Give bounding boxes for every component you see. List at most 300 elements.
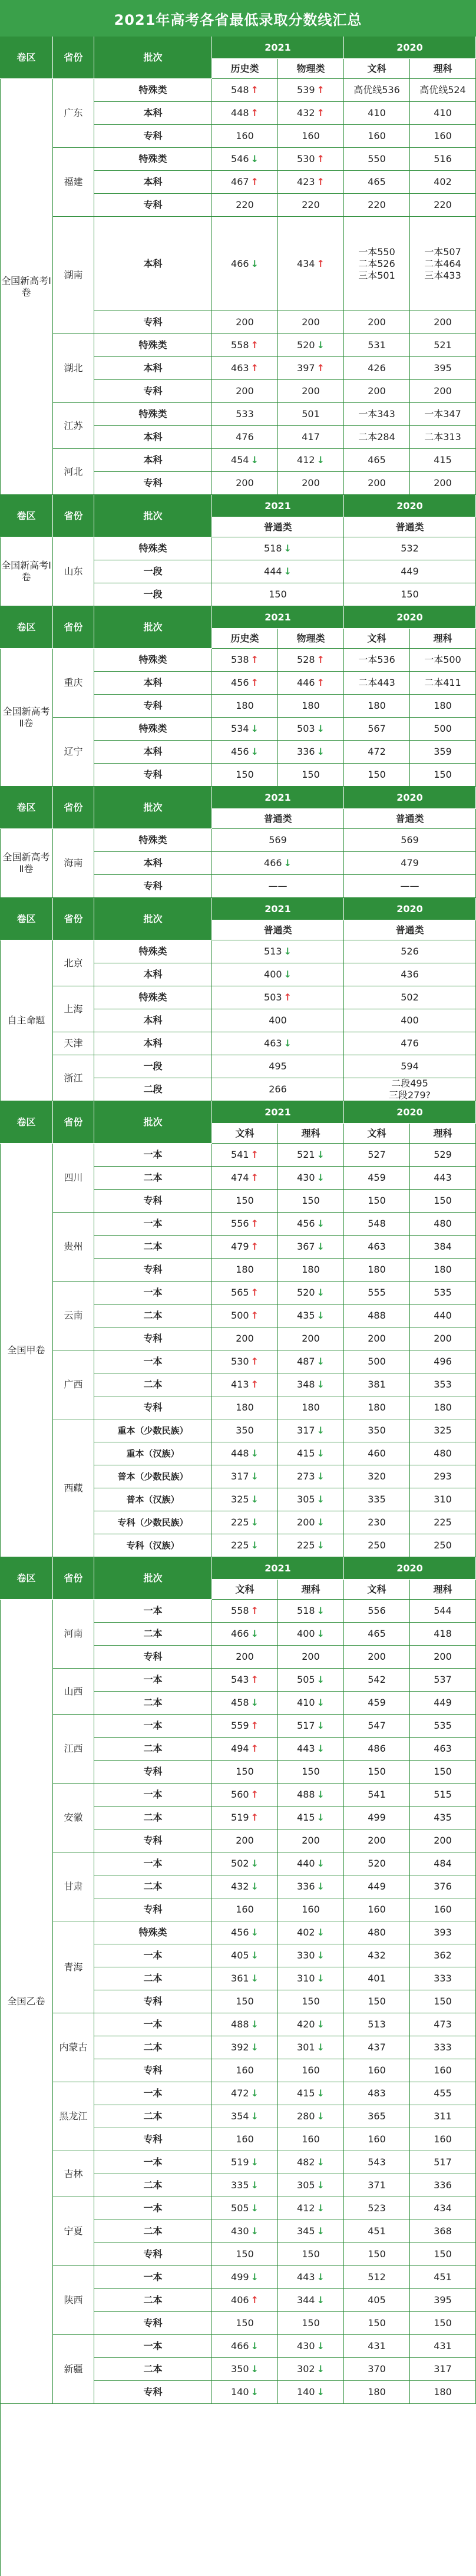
score-cell: 466 ↓ [212, 1623, 278, 1646]
score-cell: 150 [278, 2243, 344, 2266]
score-cell: 180 [278, 1259, 344, 1282]
score-cell: 220 [410, 194, 476, 217]
score-cell: 250 [410, 1534, 476, 1557]
score-cell: 435 ↓ [278, 1304, 344, 1327]
score-cell: 200 [410, 380, 476, 403]
batch-cell: 二本 [94, 1167, 212, 1190]
score-cell: 402 [410, 171, 476, 194]
header-category: 普通类 [212, 920, 344, 940]
batch-cell: 本科 [94, 741, 212, 764]
batch-cell: 一本 [94, 2013, 212, 2036]
region-cell: 全国乙卷 [0, 1600, 53, 2404]
arrow-down-icon: ↓ [316, 1743, 325, 1754]
arrow-down-icon: ↓ [316, 339, 325, 351]
arrow-down-icon: ↓ [316, 1858, 325, 1869]
score-cell: 200 ↓ [278, 1511, 344, 1534]
batch-cell: 专科 [94, 2128, 212, 2151]
batch-cell: 特殊类 [94, 986, 212, 1009]
arrow-down-icon: ↓ [316, 1241, 325, 1252]
arrow-down-icon: ↓ [316, 1973, 325, 1984]
score-cell: 160 [344, 125, 410, 148]
score-cell: 502 ↓ [212, 1852, 278, 1875]
batch-cell: 专科 [94, 1327, 212, 1350]
score-cell: 353 [410, 1373, 476, 1396]
score-cell: 479 ↑ [212, 1236, 278, 1259]
score-cell: 200 [278, 380, 344, 403]
batch-cell: 专科 [94, 311, 212, 334]
score-table [0, 37, 476, 2576]
arrow-down-icon: ↓ [250, 1628, 259, 1639]
batch-cell: 特殊类 [94, 1921, 212, 1944]
score-cell: 494 ↑ [212, 1738, 278, 1761]
batch-cell: 专科 [94, 380, 212, 403]
score-cell: 548 [344, 1213, 410, 1236]
arrow-up-icon: ↑ [250, 176, 259, 187]
score-cell: 459 [344, 1167, 410, 1190]
batch-cell: 本科 [94, 357, 212, 380]
score-cell: 486 [344, 1738, 410, 1761]
score-cell: 513 [344, 2013, 410, 2036]
batch-cell: 特殊类 [94, 940, 212, 963]
score-cell: 474 ↑ [212, 1167, 278, 1190]
score-cell: 200 [278, 472, 344, 495]
province-cell: 黑龙江 [53, 2082, 94, 2151]
score-cell: 305 ↓ [278, 1488, 344, 1511]
score-cell: 448 ↑ [212, 102, 278, 125]
arrow-up-icon: ↑ [316, 84, 325, 95]
header-category: 历史类 [212, 59, 278, 79]
batch-cell: 二段 [94, 1078, 212, 1101]
batch-cell: 特殊类 [94, 334, 212, 357]
score-cell: 150 [278, 764, 344, 787]
arrow-up-icon: ↑ [316, 677, 325, 688]
score-cell: 150 [212, 2243, 278, 2266]
header-category: 文科 [344, 1580, 410, 1600]
score-cell: 150 [212, 1190, 278, 1213]
header-batch: 批次 [94, 1101, 212, 1144]
arrow-down-icon: ↓ [283, 946, 292, 957]
arrow-up-icon: ↑ [250, 677, 259, 688]
province-cell: 浙江 [53, 1055, 94, 1101]
score-cell: 180 [344, 1396, 410, 1419]
score-cell: 273 ↓ [278, 1465, 344, 1488]
score-cell: 302 ↓ [278, 2358, 344, 2381]
score-cell: 225 [410, 1511, 476, 1534]
arrow-up-icon: ↑ [250, 1743, 259, 1754]
score-cell: 550 [344, 148, 410, 171]
header-year-2020: 2020 [344, 1101, 476, 1124]
header-batch: 批次 [94, 1557, 212, 1600]
score-cell: 225 ↓ [278, 1534, 344, 1557]
score-cell: 344 ↓ [278, 2289, 344, 2312]
header-year-2021: 2021 [212, 1557, 344, 1580]
score-cell: 415 ↓ [278, 1442, 344, 1465]
arrow-up-icon: ↑ [283, 992, 292, 1003]
score-cell: 512 [344, 2266, 410, 2289]
score-cell: 529 [410, 1144, 476, 1167]
arrow-down-icon: ↓ [316, 1379, 325, 1390]
page-title: 2021年高考各省最低录取分数线汇总 [0, 0, 476, 37]
score-cell: 305 ↓ [278, 2174, 344, 2197]
score-cell: 362 [410, 1944, 476, 1967]
score-cell: 180 [410, 2381, 476, 2404]
score-cell: 569 [212, 829, 344, 852]
region-cell: 全国新高考Ⅰ卷 [0, 79, 53, 495]
header-year-2020: 2020 [344, 37, 476, 59]
score-cell: 406 ↑ [212, 2289, 278, 2312]
score-cell: 505 ↓ [212, 2197, 278, 2220]
header-category: 文科 [344, 629, 410, 649]
batch-cell: 一本 [94, 1715, 212, 1738]
score-cell: 432 ↓ [212, 1875, 278, 1898]
batch-cell: 本科 [94, 102, 212, 125]
score-cell: 200 [212, 380, 278, 403]
header-batch: 批次 [94, 898, 212, 940]
header-year-2021: 2021 [212, 606, 344, 629]
batch-cell: 本科 [94, 963, 212, 986]
header-category: 普通类 [344, 809, 476, 829]
score-cell: 423 ↑ [278, 171, 344, 194]
batch-cell: 二本 [94, 2036, 212, 2059]
batch-cell: 重本（汉族） [94, 1442, 212, 1465]
score-cell: 高优线536 [344, 79, 410, 102]
score-cell: 594 [344, 1055, 476, 1078]
header-year-2020: 2020 [344, 787, 476, 809]
score-cell: 二本284 [344, 426, 410, 449]
arrow-up-icon: ↑ [250, 1310, 259, 1321]
score-cell: 293 [410, 1465, 476, 1488]
score-cell: 432 ↑ [278, 102, 344, 125]
arrow-up-icon: ↑ [250, 1241, 259, 1252]
arrow-down-icon: ↓ [316, 2111, 325, 2122]
score-cell: 526 [344, 940, 476, 963]
batch-cell: 二本 [94, 1806, 212, 1829]
score-cell: 320 [344, 1465, 410, 1488]
province-cell: 河南 [53, 1600, 94, 1669]
score-cell: 505 ↓ [278, 1669, 344, 1692]
batch-cell: 二本 [94, 1738, 212, 1761]
header-category: 物理类 [278, 629, 344, 649]
score-cell: 480 [410, 1442, 476, 1465]
batch-cell: 专科 [94, 194, 212, 217]
arrow-up-icon: ↑ [316, 153, 325, 164]
score-cell: 454 ↓ [212, 449, 278, 472]
score-cell: 200 [410, 1646, 476, 1669]
arrow-down-icon: ↓ [316, 723, 325, 734]
arrow-down-icon: ↓ [250, 1540, 259, 1551]
arrow-down-icon: ↓ [316, 2179, 325, 2191]
score-cell: 432 [344, 1944, 410, 1967]
score-cell: 516 [410, 148, 476, 171]
score-cell: 180 [344, 695, 410, 718]
header-year-2021: 2021 [212, 37, 344, 59]
score-cell: 310 [410, 1488, 476, 1511]
score-cell: 430 ↓ [212, 2220, 278, 2243]
score-cell: 180 [212, 1259, 278, 1282]
arrow-down-icon: ↓ [316, 454, 325, 465]
score-cell: 513 ↓ [212, 940, 344, 963]
score-cell: 一本347 [410, 403, 476, 426]
score-cell: —— [212, 875, 344, 898]
score-cell: 460 [344, 1442, 410, 1465]
arrow-down-icon: ↓ [316, 2386, 325, 2397]
score-cell: 502 [344, 986, 476, 1009]
score-cell: 150 [344, 1190, 410, 1213]
score-cell: 410 [344, 102, 410, 125]
score-cell: 415 ↓ [278, 1806, 344, 1829]
arrow-down-icon: ↓ [283, 969, 292, 980]
score-cell: 180 [278, 695, 344, 718]
header-year-2021: 2021 [212, 495, 344, 517]
score-cell: 530 ↑ [212, 1350, 278, 1373]
score-cell: 311 [410, 2105, 476, 2128]
score-cell: 523 [344, 2197, 410, 2220]
score-cell: 150 [410, 1190, 476, 1213]
header-province: 省份 [53, 787, 94, 829]
arrow-down-icon: ↓ [250, 2019, 259, 2030]
arrow-down-icon: ↓ [250, 1494, 259, 1505]
province-cell: 四川 [53, 1144, 94, 1213]
score-cell: 310 ↓ [278, 1967, 344, 1990]
score-cell: 488 [344, 1304, 410, 1327]
score-cell: 558 ↑ [212, 334, 278, 357]
score-cell: 517 ↓ [278, 1715, 344, 1738]
batch-cell: 一本 [94, 1669, 212, 1692]
province-cell: 内蒙古 [53, 2013, 94, 2082]
score-cell: 456 ↓ [212, 1921, 278, 1944]
score-cell: 500 ↑ [212, 1304, 278, 1327]
score-cell: 325 [410, 1419, 476, 1442]
score-cell: 412 ↓ [278, 2197, 344, 2220]
province-cell: 西藏 [53, 1419, 94, 1557]
score-cell: 180 [212, 695, 278, 718]
arrow-down-icon: ↓ [250, 2271, 259, 2283]
batch-cell: 专科 [94, 1829, 212, 1852]
batch-cell: 特殊类 [94, 537, 212, 560]
header-category: 普通类 [344, 517, 476, 537]
arrow-down-icon: ↓ [316, 1927, 325, 1938]
batch-cell: 特殊类 [94, 79, 212, 102]
arrow-down-icon: ↓ [316, 2202, 325, 2214]
batch-cell: 二本 [94, 1304, 212, 1327]
arrow-down-icon: ↓ [250, 1881, 259, 1892]
score-cell: 539 ↑ [278, 79, 344, 102]
batch-cell: 二本 [94, 1692, 212, 1715]
arrow-down-icon: ↓ [316, 2225, 325, 2237]
batch-cell: 一本 [94, 2335, 212, 2358]
score-cell: 443 ↓ [278, 1738, 344, 1761]
score-cell: 484 [410, 1852, 476, 1875]
score-cell: 535 [410, 1715, 476, 1738]
header-category: 物理类 [278, 59, 344, 79]
score-cell: 393 [410, 1921, 476, 1944]
score-cell: 335 ↓ [212, 2174, 278, 2197]
score-cell: 367 ↓ [278, 1236, 344, 1259]
header-category: 理科 [278, 1580, 344, 1600]
arrow-up-icon: ↑ [250, 107, 259, 118]
score-cell: 515 [410, 1784, 476, 1806]
score-cell: 463 [410, 1738, 476, 1761]
score-cell: 一本507 二本464 三本433 [410, 217, 476, 311]
score-cell: 381 [344, 1373, 410, 1396]
score-cell: 一本536 [344, 649, 410, 672]
arrow-down-icon: ↓ [250, 2111, 259, 2122]
arrow-up-icon: ↑ [316, 257, 325, 269]
score-cell: 180 [212, 1396, 278, 1419]
score-cell: 336 [410, 2174, 476, 2197]
score-cell: 459 [344, 1692, 410, 1715]
score-cell: 451 [410, 2266, 476, 2289]
score-cell: 150 [278, 2312, 344, 2335]
arrow-down-icon: ↓ [316, 1448, 325, 1459]
header-category: 理科 [410, 59, 476, 79]
score-cell: 160 [344, 1898, 410, 1921]
arrow-up-icon: ↑ [316, 654, 325, 665]
score-cell: 140 ↓ [212, 2381, 278, 2404]
score-cell: 336 ↓ [278, 1875, 344, 1898]
score-cell: 317 [410, 2358, 476, 2381]
batch-cell: 二本 [94, 2220, 212, 2243]
score-cell: 二本313 [410, 426, 476, 449]
province-cell: 辽宁 [53, 718, 94, 787]
arrow-down-icon: ↓ [250, 1471, 259, 1482]
header-province: 省份 [53, 898, 94, 940]
arrow-down-icon: ↓ [250, 1927, 259, 1938]
batch-cell: 一段 [94, 560, 212, 583]
province-cell: 湖南 [53, 217, 94, 334]
arrow-up-icon: ↑ [250, 1605, 259, 1616]
score-cell: 418 [410, 1623, 476, 1646]
batch-cell: 特殊类 [94, 148, 212, 171]
province-cell: 湖北 [53, 334, 94, 403]
batch-cell: 重本（少数民族） [94, 1419, 212, 1442]
arrow-up-icon: ↑ [250, 654, 259, 665]
score-cell: 359 [410, 741, 476, 764]
score-cell: 一本500 [410, 649, 476, 672]
province-cell: 贵州 [53, 1213, 94, 1282]
score-cell: 150 [212, 1761, 278, 1784]
score-cell: 488 ↓ [212, 2013, 278, 2036]
score-cell: 150 [344, 2312, 410, 2335]
arrow-down-icon: ↓ [316, 2088, 325, 2099]
header-province: 省份 [53, 1101, 94, 1144]
score-cell: 160 [278, 1898, 344, 1921]
score-cell: 533 [212, 403, 278, 426]
score-cell: 488 ↓ [278, 1784, 344, 1806]
score-cell: 266 [212, 1078, 344, 1101]
header-year-2021: 2021 [212, 898, 344, 920]
region-cell: 全国甲卷 [0, 1144, 53, 1557]
score-cell: 200 [212, 1829, 278, 1852]
arrow-up-icon: ↑ [250, 1379, 259, 1390]
score-cell: 361 ↓ [212, 1967, 278, 1990]
batch-cell: 二本 [94, 2105, 212, 2128]
arrow-down-icon: ↓ [316, 2294, 325, 2306]
score-cell: 431 [410, 2335, 476, 2358]
score-cell: 465 [344, 171, 410, 194]
score-cell: 558 ↑ [212, 1600, 278, 1623]
header-category: 理科 [410, 629, 476, 649]
score-cell: 500 [410, 718, 476, 741]
score-cell: 476 [344, 1032, 476, 1055]
score-cell: 330 ↓ [278, 1944, 344, 1967]
score-cell: 160 [212, 125, 278, 148]
arrow-down-icon: ↓ [250, 1858, 259, 1869]
arrow-down-icon: ↓ [250, 1697, 259, 1708]
score-cell: 413 ↑ [212, 1373, 278, 1396]
score-cell: 473 [410, 2013, 476, 2036]
header-region: 卷区 [0, 1557, 53, 1600]
score-cell: 448 ↓ [212, 1442, 278, 1465]
score-cell: 225 ↓ [212, 1511, 278, 1534]
batch-cell: 一本 [94, 1144, 212, 1167]
arrow-down-icon: ↓ [316, 2340, 325, 2352]
score-cell: 443 ↓ [278, 2266, 344, 2289]
batch-cell: 专科 [94, 1190, 212, 1213]
arrow-down-icon: ↓ [316, 1605, 325, 1616]
score-cell: 500 [344, 1350, 410, 1373]
province-cell: 河北 [53, 449, 94, 495]
score-cell: 150 [278, 1190, 344, 1213]
score-cell: 150 [344, 1761, 410, 1784]
region-cell: 全国新高考Ⅱ卷 [0, 829, 53, 898]
province-cell: 新疆 [53, 2335, 94, 2404]
arrow-down-icon: ↓ [250, 746, 259, 757]
province-cell: 江西 [53, 1715, 94, 1784]
arrow-down-icon: ↓ [250, 257, 259, 269]
arrow-down-icon: ↓ [316, 1425, 325, 1436]
score-cell: 543 ↑ [212, 1669, 278, 1692]
header-region: 卷区 [0, 37, 53, 79]
score-cell: 200 [410, 311, 476, 334]
batch-cell: 专科 [94, 1259, 212, 1282]
batch-cell: 本科 [94, 672, 212, 695]
arrow-down-icon: ↓ [316, 2271, 325, 2283]
batch-cell: 一本 [94, 2266, 212, 2289]
score-cell: 350 [212, 1419, 278, 1442]
score-cell: 200 [278, 1327, 344, 1350]
header-region: 卷区 [0, 898, 53, 940]
batch-cell: 专科 [94, 2312, 212, 2335]
score-cell: 405 ↓ [212, 1944, 278, 1967]
score-cell: 483 [344, 2082, 410, 2105]
batch-cell: 专科（汉族） [94, 1534, 212, 1557]
arrow-down-icon: ↓ [283, 543, 292, 554]
score-cell: 417 [278, 426, 344, 449]
score-cell: 415 [410, 449, 476, 472]
score-cell: 384 [410, 1236, 476, 1259]
arrow-down-icon: ↓ [316, 2363, 325, 2374]
province-cell: 青海 [53, 1921, 94, 2013]
score-cell: 440 ↓ [278, 1852, 344, 1875]
header-batch: 批次 [94, 37, 212, 79]
score-cell: 430 ↓ [278, 1167, 344, 1190]
score-cell: 559 ↑ [212, 1715, 278, 1738]
score-cell: 521 [410, 334, 476, 357]
province-cell: 宁夏 [53, 2197, 94, 2266]
arrow-down-icon: ↓ [316, 1494, 325, 1505]
batch-cell: 一本 [94, 1784, 212, 1806]
score-cell: 520 ↓ [278, 1282, 344, 1304]
arrow-down-icon: ↓ [250, 1448, 259, 1459]
arrow-down-icon: ↓ [316, 2156, 325, 2168]
province-cell: 广西 [53, 1350, 94, 1419]
score-cell: 150 [344, 583, 476, 606]
score-cell: 458 ↓ [212, 1692, 278, 1715]
score-cell: 220 [344, 194, 410, 217]
arrow-down-icon: ↓ [250, 2363, 259, 2374]
score-cell: 446 ↑ [278, 672, 344, 695]
